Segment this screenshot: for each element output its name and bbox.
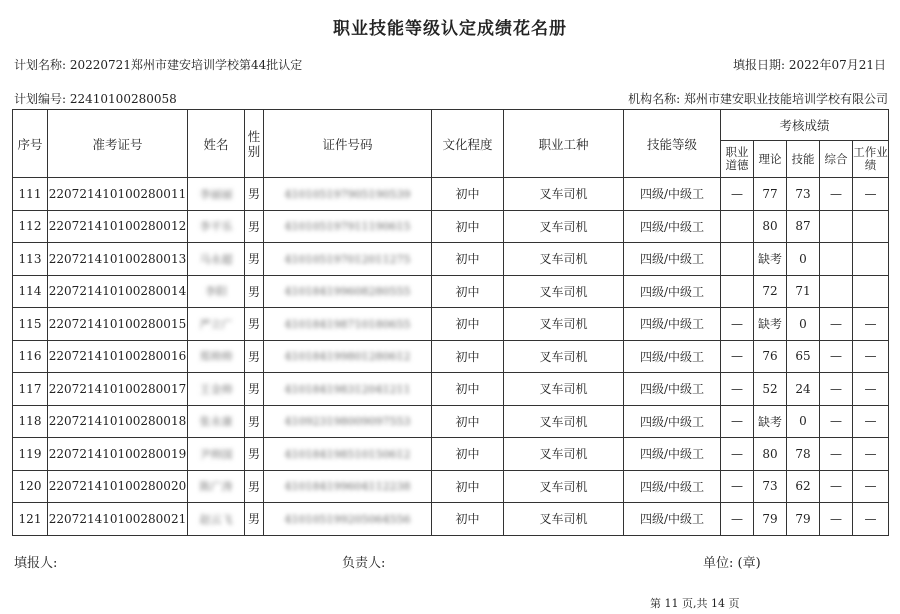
cell-theory: 缺考 <box>754 405 787 438</box>
cell-skill: 87 <box>787 210 820 243</box>
cell-gender: 男 <box>245 438 264 471</box>
cell-name <box>188 405 245 438</box>
fill-date-value: 2022年07月21日 <box>788 58 886 72</box>
cell-skill: 0 <box>787 308 820 341</box>
cell-ethics <box>721 210 754 243</box>
fill-date-label: 填报日期: <box>733 58 786 72</box>
redacted-name: 马永超 <box>199 252 233 266</box>
cell-skill: 62 <box>787 470 820 503</box>
cell-skill: 71 <box>787 275 820 308</box>
fill-date <box>733 56 886 73</box>
footer-responsible: 负责人: <box>342 556 386 571</box>
cell-exam-no: 220721410100280019 <box>48 438 188 471</box>
cell-ethics: — <box>721 373 754 406</box>
cell-comprehensive: — <box>820 405 853 438</box>
cell-theory: 80 <box>754 210 787 243</box>
redacted-name: 李阳 <box>205 285 227 299</box>
cell-name <box>188 373 245 406</box>
cell-skill: 73 <box>787 178 820 211</box>
cell-comprehensive: — <box>820 373 853 406</box>
cell-occupation: 叉车司机 <box>504 373 624 406</box>
footer-filler: 填报人: <box>14 556 58 571</box>
cell-education: 初中 <box>432 503 504 536</box>
header-scores-group: 考核成绩 <box>721 110 889 141</box>
cell-seq: 115 <box>13 308 48 341</box>
cell-gender: 男 <box>245 470 264 503</box>
header-education: 文化程度 <box>432 110 504 178</box>
cell-education: 初中 <box>432 275 504 308</box>
cell-gender: 男 <box>245 503 264 536</box>
redacted-name: 郑帅帅 <box>199 350 233 364</box>
redacted-name: 张永康 <box>199 415 233 429</box>
cell-comprehensive: — <box>820 503 853 536</box>
cell-theory: 76 <box>754 340 787 373</box>
cell-education: 初中 <box>432 438 504 471</box>
redacted-name: 李平乐 <box>199 220 233 234</box>
plan-no <box>14 90 177 107</box>
table-row <box>13 405 889 438</box>
cell-theory: 缺考 <box>754 243 787 276</box>
table-row <box>13 275 889 308</box>
table-row <box>13 470 889 503</box>
cell-occupation: 叉车司机 <box>504 503 624 536</box>
header-gender: 性别 <box>245 110 264 178</box>
table-row <box>13 503 889 536</box>
redacted-id: 410105197905190539 <box>284 187 411 201</box>
cell-seq: 118 <box>13 405 48 438</box>
cell-exam-no: 220721410100280018 <box>48 405 188 438</box>
cell-id-no <box>264 243 432 276</box>
cell-ethics <box>721 243 754 276</box>
cell-occupation: 叉车司机 <box>504 210 624 243</box>
cell-theory: 79 <box>754 503 787 536</box>
cell-ethics: — <box>721 438 754 471</box>
cell-ethics: — <box>721 340 754 373</box>
cell-occupation: 叉车司机 <box>504 178 624 211</box>
cell-work-perf: — <box>853 340 889 373</box>
cell-education: 初中 <box>432 405 504 438</box>
org-name <box>628 90 888 107</box>
cell-id-no <box>264 275 432 308</box>
cell-level: 四级/中级工 <box>624 373 721 406</box>
cell-work-perf: — <box>853 405 889 438</box>
table-row <box>13 210 889 243</box>
cell-seq: 114 <box>13 275 48 308</box>
score-table <box>12 109 889 536</box>
cell-name <box>188 210 245 243</box>
cell-level: 四级/中级工 <box>624 275 721 308</box>
cell-seq: 112 <box>13 210 48 243</box>
cell-id-no <box>264 438 432 471</box>
cell-level: 四级/中级工 <box>624 178 721 211</box>
cell-name <box>188 275 245 308</box>
redacted-name: 赵云飞 <box>199 512 233 526</box>
org-name-label: 机构名称: <box>628 92 681 106</box>
cell-theory: 52 <box>754 373 787 406</box>
cell-id-no <box>264 210 432 243</box>
cell-occupation: 叉车司机 <box>504 340 624 373</box>
table-row <box>13 308 889 341</box>
cell-level: 四级/中级工 <box>624 503 721 536</box>
header-comprehensive: 综合 <box>820 141 853 178</box>
cell-gender: 男 <box>245 308 264 341</box>
cell-work-perf: — <box>853 438 889 471</box>
cell-ethics: — <box>721 470 754 503</box>
cell-work-perf <box>853 210 889 243</box>
header-theory: 理论 <box>754 141 787 178</box>
cell-theory: 72 <box>754 275 787 308</box>
cell-comprehensive <box>820 210 853 243</box>
footer-unit: 单位: (章) <box>703 556 761 571</box>
plan-name-label: 计划名称: <box>14 58 67 72</box>
cell-seq: 121 <box>13 503 48 536</box>
cell-comprehensive <box>820 275 853 308</box>
redacted-id: 410105197911190615 <box>284 220 411 234</box>
header-id-no: 证件号码 <box>264 110 432 178</box>
table-row <box>13 243 889 276</box>
redacted-id: 410184199604112238 <box>284 480 411 494</box>
cell-gender: 男 <box>245 178 264 211</box>
cell-exam-no: 220721410100280015 <box>48 308 188 341</box>
cell-comprehensive <box>820 243 853 276</box>
cell-exam-no: 220721410100280021 <box>48 503 188 536</box>
table-row <box>13 438 889 471</box>
cell-theory: 缺考 <box>754 308 787 341</box>
redacted-id: 410184198510150612 <box>284 447 411 461</box>
cell-comprehensive: — <box>820 470 853 503</box>
cell-exam-no: 220721410100280013 <box>48 243 188 276</box>
cell-ethics: — <box>721 405 754 438</box>
cell-name <box>188 243 245 276</box>
cell-exam-no: 220721410100280014 <box>48 275 188 308</box>
redacted-id: 410105197012011275 <box>284 252 411 266</box>
cell-education: 初中 <box>432 308 504 341</box>
cell-skill: 78 <box>787 438 820 471</box>
cell-gender: 男 <box>245 210 264 243</box>
cell-level: 四级/中级工 <box>624 438 721 471</box>
cell-seq: 111 <box>13 178 48 211</box>
cell-work-perf <box>853 243 889 276</box>
header-seq: 序号 <box>13 110 48 178</box>
header-occupation: 职业工种 <box>504 110 624 178</box>
cell-work-perf: — <box>853 503 889 536</box>
cell-work-perf: — <box>853 470 889 503</box>
table-row <box>13 340 889 373</box>
redacted-id: 410105199205064556 <box>284 512 411 526</box>
cell-seq: 113 <box>13 243 48 276</box>
cell-ethics: — <box>721 178 754 211</box>
cell-id-no <box>264 373 432 406</box>
cell-work-perf: — <box>853 373 889 406</box>
cell-level: 四级/中级工 <box>624 243 721 276</box>
cell-seq: 120 <box>13 470 48 503</box>
cell-education: 初中 <box>432 243 504 276</box>
cell-occupation: 叉车司机 <box>504 470 624 503</box>
redacted-name: 严立广 <box>199 317 233 331</box>
cell-id-no <box>264 340 432 373</box>
cell-exam-no: 220721410100280017 <box>48 373 188 406</box>
cell-education: 初中 <box>432 373 504 406</box>
cell-skill: 0 <box>787 243 820 276</box>
redacted-id: 410184198312041211 <box>284 382 411 396</box>
cell-name <box>188 438 245 471</box>
header-work-perf: 工作业绩 <box>853 141 889 178</box>
cell-occupation: 叉车司机 <box>504 243 624 276</box>
cell-ethics: — <box>721 308 754 341</box>
cell-ethics: — <box>721 503 754 536</box>
cell-ethics <box>721 275 754 308</box>
plan-name <box>14 56 302 73</box>
cell-level: 四级/中级工 <box>624 340 721 373</box>
page-title: 职业技能等级认定成绩花名册 <box>333 19 567 39</box>
cell-gender: 男 <box>245 340 264 373</box>
table-row <box>13 373 889 406</box>
redacted-id: 410923198009097553 <box>284 415 411 429</box>
cell-level: 四级/中级工 <box>624 405 721 438</box>
cell-theory: 80 <box>754 438 787 471</box>
redacted-name: 王金帅 <box>199 382 233 396</box>
redacted-name: 陈广涛 <box>199 480 233 494</box>
cell-name <box>188 340 245 373</box>
cell-exam-no: 220721410100280012 <box>48 210 188 243</box>
cell-skill: 65 <box>787 340 820 373</box>
cell-occupation: 叉车司机 <box>504 405 624 438</box>
cell-work-perf: — <box>853 308 889 341</box>
cell-skill: 24 <box>787 373 820 406</box>
header-skill: 技能 <box>787 141 820 178</box>
cell-id-no <box>264 178 432 211</box>
cell-skill: 0 <box>787 405 820 438</box>
cell-theory: 73 <box>754 470 787 503</box>
plan-no-label: 计划编号: <box>14 92 67 106</box>
header-name: 姓名 <box>188 110 245 178</box>
cell-gender: 男 <box>245 275 264 308</box>
cell-occupation: 叉车司机 <box>504 275 624 308</box>
cell-level: 四级/中级工 <box>624 308 721 341</box>
cell-occupation: 叉车司机 <box>504 438 624 471</box>
cell-exam-no: 220721410100280020 <box>48 470 188 503</box>
org-name-value: 郑州市建安职业技能培训学校有限公司 <box>683 92 888 106</box>
cell-name <box>188 178 245 211</box>
cell-id-no <box>264 503 432 536</box>
cell-work-perf: — <box>853 178 889 211</box>
cell-id-no <box>264 470 432 503</box>
cell-comprehensive: — <box>820 438 853 471</box>
redacted-id: 410184199801280612 <box>284 350 411 364</box>
plan-name-value: 20220721郑州市建安培训学校第44批认定 <box>69 58 303 72</box>
cell-exam-no: 220721410100280011 <box>48 178 188 211</box>
cell-name <box>188 308 245 341</box>
cell-comprehensive: — <box>820 178 853 211</box>
cell-education: 初中 <box>432 210 504 243</box>
cell-name <box>188 503 245 536</box>
cell-seq: 116 <box>13 340 48 373</box>
redacted-name: 李丽丽 <box>199 187 233 201</box>
cell-id-no <box>264 308 432 341</box>
cell-comprehensive: — <box>820 340 853 373</box>
cell-id-no <box>264 405 432 438</box>
cell-theory: 77 <box>754 178 787 211</box>
header-ethics: 职业道德 <box>721 141 754 178</box>
cell-gender: 男 <box>245 243 264 276</box>
table-row <box>13 178 889 211</box>
cell-gender: 男 <box>245 405 264 438</box>
cell-comprehensive: — <box>820 308 853 341</box>
redacted-name: 尹帅国 <box>199 447 233 461</box>
plan-no-value: 22410100280058 <box>69 92 177 106</box>
page-number: 第 11 页,共 14 页 <box>650 597 740 610</box>
cell-gender: 男 <box>245 373 264 406</box>
cell-work-perf <box>853 275 889 308</box>
cell-education: 初中 <box>432 340 504 373</box>
cell-occupation: 叉车司机 <box>504 308 624 341</box>
cell-level: 四级/中级工 <box>624 210 721 243</box>
cell-name <box>188 470 245 503</box>
header-level: 技能等级 <box>624 110 721 178</box>
cell-exam-no: 220721410100280016 <box>48 340 188 373</box>
cell-education: 初中 <box>432 178 504 211</box>
cell-education: 初中 <box>432 470 504 503</box>
cell-seq: 117 <box>13 373 48 406</box>
cell-skill: 79 <box>787 503 820 536</box>
redacted-id: 410184199608280555 <box>284 285 411 299</box>
cell-seq: 119 <box>13 438 48 471</box>
redacted-id: 410184198710180655 <box>284 317 411 331</box>
header-exam-no: 准考证号 <box>48 110 188 178</box>
cell-level: 四级/中级工 <box>624 470 721 503</box>
